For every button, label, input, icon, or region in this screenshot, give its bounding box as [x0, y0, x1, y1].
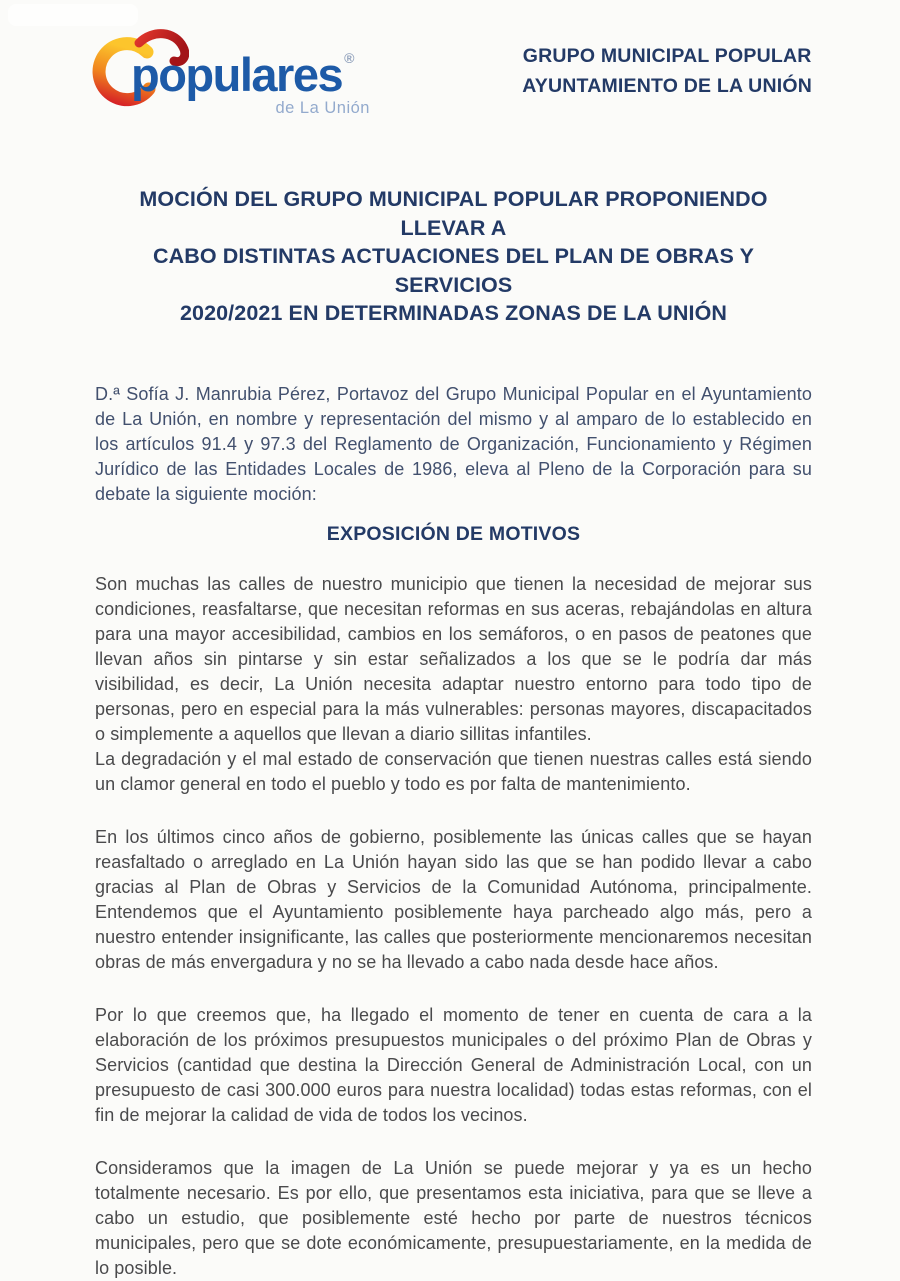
- populares-logo: [95, 25, 395, 123]
- body-paragraph: En los últimos cinco años de gobierno, posiblemente las únicas calles que se hayan reasfaltado o arreglado en La Unión hayan sido las que se han podido llevar a cabo gracias al Plan de Obras y Servicios de la Comunidad Autónoma, principalmente. Entendemos que el Ayuntamiento posiblemente haya parcheado algo más, pero a nuestro entender insignificante, las calles que posteriormente mencionaremos necesitan obras de más envergadura y no se ha llevado a cabo nada desde hace años.: [95, 826, 812, 972]
- logo-subtitle: de La Unión: [275, 99, 370, 117]
- body-paragraph: La degradación y el mal estado de conservación que tienen nuestras calles está siendo un clamor general en todo el pueblo y todo es por falta de mantenimiento.: [95, 748, 812, 794]
- org-header-line1: GRUPO MUNICIPAL POPULAR: [522, 45, 812, 67]
- body-paragraph: Son muchas las calles de nuestro municipio que tienen la necesidad de mejorar sus condiciones, reasfaltarse, que necesitan reformas en sus aceras, rebajándolas en altura para una mayor accesibilidad, cambios en los semáforos, o en pasos de peatones que llevan años sin pintarse y sin estar señalizados a los que se le podría dar más visibilidad, es decir, La Unión necesita adaptar nuestro entorno para todo tipo de personas, pero en especial para la más vulnerables: personas mayores, discapacitados o simplemente a aquellos que llevan a diario sillitas infantiles.: [95, 573, 812, 744]
- section-heading: EXPOSICIÓN DE MOTIVOS: [326, 522, 581, 545]
- letterhead: [95, 25, 812, 123]
- registered-mark: ®: [344, 50, 355, 66]
- body-paragraph: Por lo que creemos que, ha llegado el momento de tener en cuenta de cara a la elaboración de los próximos presupuestos municipales o del próximo Plan de Obras y Servicios (cantidad que destina la Dirección General de Administración Local, con un presupuesto de casi 300.000 euros para nuestra localidad) todas estas reformas, con el fin de mejorar la calidad de vida de todos los vecinos.: [95, 1004, 812, 1125]
- title-line-3: 2020/2021 EN DETERMINADAS ZONAS DE LA UNIÓN: [179, 301, 728, 325]
- body-paragraph: Consideramos que la imagen de La Unión se puede mejorar y ya es un hecho totalmente necesario. Es por ello, que presentamos esta iniciativa, para que se lleve a cabo un estudio, que posiblemente esté hecho por parte de nuestros técnicos municipales, pero que se dote económicamente, presupuestariamente, en la medida de lo posible.: [95, 1157, 812, 1278]
- title-line-2: CABO DISTINTAS ACTUACIONES DEL PLAN DE OBRAS Y SERVICIOS: [152, 244, 755, 297]
- brand-text: [131, 48, 355, 101]
- org-header-line2: AYUNTAMIENTO DE LA UNIÓN: [522, 75, 812, 97]
- org-header: [522, 41, 812, 101]
- brand-wordmark: populares: [131, 48, 343, 101]
- intro-paragraph: D.ª Sofía J. Manrubia Pérez, Portavoz del Grupo Municipal Popular en el Ayuntamiento de La Unión, en nombre y representación del mismo y al amparo de lo establecido en los artículos 91.4 y 97.3 del Reglamento de Organización, Funcionamiento y Régimen Jurídico de las Entidades Locales de 1986, eleva al Pleno de la Corporación para su debate la siguiente moción:: [95, 383, 812, 504]
- title-line-1: MOCIÓN DEL GRUPO MUNICIPAL POPULAR PROPONIENDO LLEVAR A: [139, 187, 768, 240]
- document-title: [95, 185, 812, 328]
